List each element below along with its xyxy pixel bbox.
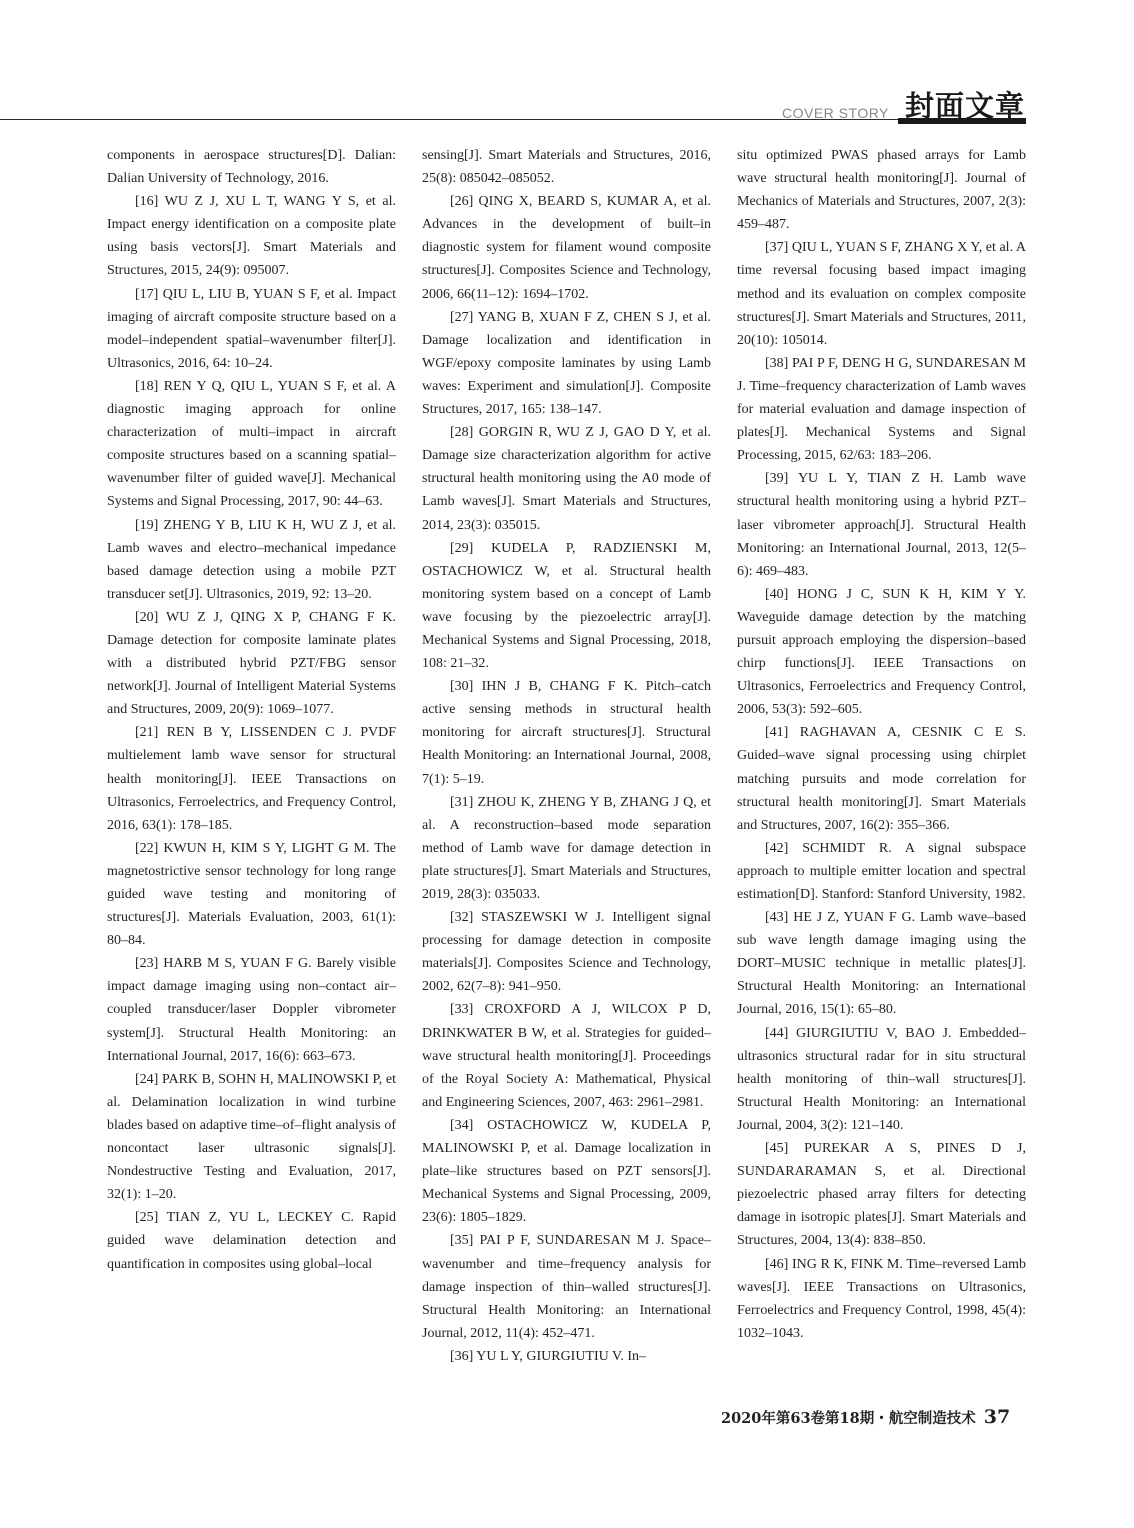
reference-column-3 bbox=[737, 144, 1026, 1345]
reference-entry: [18] REN Y Q, QIU L, YUAN S F, et al. A diagnostic imaging approach for online characterization of multi–impact in aircraft composite structures based on a scanning spatial–wavenumber filter of guided wave[J]. Mechanical Systems and Signal Processing, 2017, 90: 44–63. bbox=[107, 378, 396, 510]
reference-entry: [20] WU Z J, QING X P, CHANG F K. Damage detection for composite laminate plates with a distributed hybrid PZT/FBG sensor network[J]. Journal of Intelligent Material Systems and Structures, 2009, 20(9): 1069–1077. bbox=[107, 609, 396, 718]
issue-info: 2020年第63卷第18期・航空制造技术 bbox=[721, 1410, 976, 1427]
reference-entry: [46] ING R K, FINK M. Time–reversed Lamb waves[J]. IEEE Transactions on Ultrasonics, Ferroelectrics and Frequency Control, 1998, 45(4): 1032–1043. bbox=[737, 1256, 1026, 1341]
reference-entry: [21] REN B Y, LISSENDEN C J. PVDF multielement lamb wave sensor for structural health monitoring[J]. IEEE Transactions on Ultrasonics, Ferroelectrics, and Frequency Control, 2016, 63(1): 178–185. bbox=[107, 725, 396, 833]
reference-entry: [35] PAI P F, SUNDARESAN M J. Space–wavenumber and time–frequency analysis for damage inspection of thin–walled structures[J]. Structural Health Monitoring: an International Journal, 2012, 11(4): 452–471. bbox=[422, 1233, 711, 1341]
reference-entry: [23] HARB M S, YUAN F G. Barely visible impact damage imaging using non–contact air–coupled transducer/laser Doppler vibrometer system[J]. Structural Health Monitoring: an International Journal, 2017, 16(6): 663–673. bbox=[107, 956, 396, 1064]
reference-entry: [24] PARK B, SOHN H, MALINOWSKI P, et al. Delamination localization in wind turbine blades based on adaptive time–of–flight analysis of noncontact laser ultrasonic signals[J]. Nondestructive Testing and Evaluation, 2017, 32(1): 1–20. bbox=[107, 1071, 396, 1203]
reference-entry: [16] WU Z J, XU L T, WANG Y S, et al. Impact energy identification on a composite plate using basis vectors[J]. Smart Materials and Structures, 2015, 24(9): 095007. bbox=[107, 194, 396, 279]
reference-entry: [26] QING X, BEARD S, KUMAR A, et al. Advances in the development of built–in diagnostic system for filament wound composite structures[J]. Composites Science and Technology, 2006, 66(11–12): 1694–1702. bbox=[422, 194, 711, 302]
reference-entry: [31] ZHOU K, ZHENG Y B, ZHANG J Q, et al. A reconstruction–based mode separation method of Lamb wave for damage detection in plate structures[J]. Smart Materials and Structures, 2019, 28(3): 035033. bbox=[422, 794, 711, 902]
reference-entry: [33] CROXFORD A J, WILCOX P D, DRINKWATER B W, et al. Strategies for guided–wave structural health monitoring[J]. Proceedings of the Royal Society A: Mathematical, Physical and Engineering Sciences, 2007, 463: 2961–2981. bbox=[422, 1002, 711, 1110]
reference-entry: [29] KUDELA P, RADZIENSKI M, OSTACHOWICZ W, et al. Structural health monitoring system based on a concept of Lamb wave focusing by the piezoelectric array[J]. Mechanical Systems and Signal Processing, 2018, 108: 21–32. bbox=[422, 540, 711, 672]
reference-entry: [25] TIAN Z, YU L, LECKEY C. Rapid guided wave delamination detection and quantification in composites using global–local bbox=[107, 1210, 396, 1272]
reference-entry: [43] HE J Z, YUAN F G. Lamb wave–based sub wave length damage imaging using the DORT–MUSIC technique in metallic plates[J]. Structural Health Monitoring: an International Journal, 2016, 15(1): 65–80. bbox=[737, 910, 1026, 1018]
page-footer bbox=[721, 1406, 1010, 1428]
reference-entry: [28] GORGIN R, WU Z J, GAO D Y, et al. Damage size characterization algorithm for active structural health monitoring using the A0 mode of Lamb waves[J]. Smart Materials and Structures, 2014, 23(3): 035015. bbox=[422, 425, 711, 533]
reference-entry: [32] STASZEWSKI W J. Intelligent signal processing for damage detection in composite materials[J]. Composites Science and Technology, 2002, 62(7–8): 941–950. bbox=[422, 910, 711, 995]
reference-continuation: sensing[J]. Smart Materials and Structures, 2016, 25(8): 085042–085052. bbox=[422, 148, 711, 187]
reference-entry: [19] ZHENG Y B, LIU K H, WU Z J, et al. Lamb waves and electro–mechanical impedance based damage detection using a mobile PZT transducer set[J]. Ultrasonics, 2019, 92: 13–20. bbox=[107, 517, 396, 602]
page-number: 37 bbox=[983, 1406, 1011, 1428]
reference-entry: [36] YU L Y, GIURGIUTIU V. In– bbox=[450, 1348, 646, 1364]
reference-entry: [41] RAGHAVAN A, CESNIK C E S. Guided–wave signal processing using chirplet matching pursuits and mode correlation for structural health monitoring[J]. Smart Materials and Structures, 2007, 16(2): 355–366. bbox=[737, 725, 1026, 833]
reference-column-1 bbox=[107, 144, 396, 1276]
section-label-en: COVER STORY bbox=[782, 105, 889, 121]
reference-entry: [45] PUREKAR A S, PINES D J, SUNDARARAMAN S, et al. Directional piezoelectric phased array filters for detecting damage in isotropic plates[J]. Smart Materials and Structures, 2004, 13(4): 838–850. bbox=[737, 1141, 1026, 1249]
section-label-zh: 封面文章 bbox=[905, 89, 1026, 123]
reference-continuation: situ optimized PWAS phased arrays for Lamb wave structural health monitoring[J]. Journal of Mechanics of Materials and Structures, 2007, 2(3): 459–487. bbox=[737, 148, 1026, 233]
reference-entry: [27] YANG B, XUAN F Z, CHEN S J, et al. Damage localization and identification in WGF/epoxy composite laminates by using Lamb waves: Experiment and simulation[J]. Composite Structures, 2017, 165: 138–147. bbox=[422, 309, 711, 418]
reference-entry: [42] SCHMIDT R. A signal subspace approach to multiple emitter location and spectral estimation[D]. Stanford: Stanford University, 1982. bbox=[737, 840, 1026, 902]
reference-column-2 bbox=[422, 144, 711, 1368]
reference-entry: [39] YU L Y, TIAN Z H. Lamb wave structural health monitoring using a hybrid PZT–laser vibrometer approach[J]. Structural Health Monitoring: an International Journal, 2013, 12(5–6): 469–483. bbox=[737, 471, 1026, 579]
reference-entry: [40] HONG J C, SUN K H, KIM Y Y. Waveguide damage detection by the matching pursuit approach employing the dispersion–based chirp functions[J]. IEEE Transactions on Ultrasonics, Ferroelectrics and Frequency Control, 2006, 53(3): 592–605. bbox=[737, 586, 1026, 718]
reference-entry: [37] QIU L, YUAN S F, ZHANG X Y, et al. A time reversal focusing based impact imaging method and its evaluation on complex composite structures[J]. Smart Materials and Structures, 2011, 20(10): 105014. bbox=[737, 240, 1026, 348]
reference-entry: [30] IHN J B, CHANG F K. Pitch–catch active sensing methods in structural health monitoring for aircraft structures[J]. Structural Health Monitoring: an International Journal, 2008, 7(1): 5–19. bbox=[422, 679, 711, 787]
reference-entry: [34] OSTACHOWICZ W, KUDELA P, MALINOWSKI P, et al. Damage localization in plate–like structures based on PZT sensors[J]. Mechanical Systems and Signal Processing, 2009, 23(6): 1805–1829. bbox=[422, 1117, 711, 1226]
reference-entry: [22] KWUN H, KIM S Y, LIGHT G M. The magnetostrictive sensor technology for long range guided wave testing and monitoring of structures[J]. Materials Evaluation, 2003, 61(1): 80–84. bbox=[107, 840, 396, 949]
reference-entry: [38] PAI P F, DENG H G, SUNDARESAN M J. Time–frequency characterization of Lamb waves for material evaluation and damage inspection of plates[J]. Mechanical Systems and Signal Processing, 2015, 62/63: 183–206. bbox=[737, 355, 1026, 464]
reference-entry: [17] QIU L, LIU B, YUAN S F, et al. Impact imaging of aircraft composite structure based on a model–independent spatial–wavenumber filter[J]. Ultrasonics, 2016, 64: 10–24. bbox=[107, 286, 396, 371]
reference-entry: [44] GIURGIUTIU V, BAO J. Embedded–ultrasonics structural radar for in situ structural health monitoring of thin–wall structures[J]. Structural Health Monitoring: an International Journal, 2004, 3(2): 121–140. bbox=[737, 1025, 1026, 1133]
reference-continuation: components in aerospace structures[D]. Dalian: Dalian University of Technology, 2016. bbox=[107, 148, 396, 187]
